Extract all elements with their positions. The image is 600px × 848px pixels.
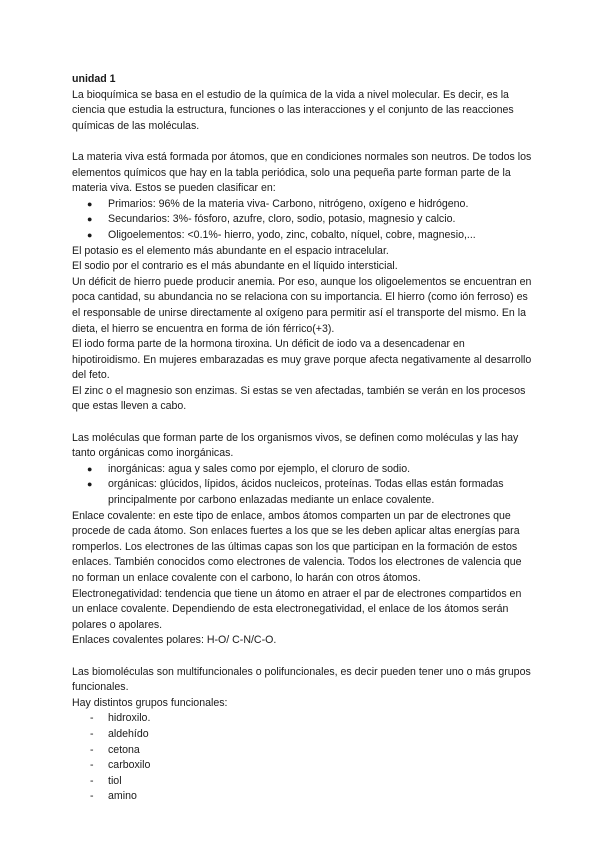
list-item-text: aldehído [108,727,149,740]
spacer [72,134,532,150]
sodio-paragraph: El sodio por el contrario es el más abundante en el líquido intersticial. [72,260,398,273]
dash-icon: - [90,774,94,787]
list-item [72,774,532,790]
molecules-list [72,462,532,509]
dash-icon: - [90,759,94,772]
materia-paragraph: La materia viva está formada por átomos, que en condiciones normales son neutros. De todos los elementos químicos que hay en la tabla periódica, solo una pequeña parte forman parte de la materia viva. Estos se pueden clasificar en: [72,150,532,195]
section-heading: unidad 1 [72,73,116,85]
list-item [72,743,532,759]
hierro-paragraph: Un déficit de hierro puede producir anemia. Por eso, aunque los oligoelementos se encuentran en poca cantidad, su abundancia no se relaciona con su importancia. El hierro (como ión ferroso) es el responsable de unirse directamente al oxígeno para permitir así el transporte del mismo. En la dieta, el hierro se encuentra en forma de ión férrico(+3). [72,275,532,335]
list-item-text: hidroxilo. [108,712,151,725]
dash-icon: - [90,790,94,803]
electronegatividad-paragraph: Electronegatividad: tendencia que tiene un átomo en atraer el par de electrones compartidos en un enlace covalente. Dependiendo de esta electronegatividad, el enlace de los átomos serán polares o apolares. [72,587,522,631]
potasio-paragraph: El potasio es el elemento más abundante en el espacio intracelular. [72,244,389,257]
list-item [72,212,532,228]
enlaces-polares-paragraph: Enlaces covalentes polares: H-O/ C-N/C-O. [72,634,277,647]
list-item [72,789,532,805]
bullet-icon: ● [87,229,93,240]
biomoleculas-paragraph: Las biomoléculas son multifuncionales o polifuncionales, es decir pueden tener uno o más grupos funcionales. [72,665,531,694]
bullet-icon: ● [87,463,93,474]
intro-paragraph: La bioquímica se basa en el estudio de la química de la vida a nivel molecular. Es decir, es la ciencia que estudia la estructura, funciones o las interacciones y el conjunto de las reacciones químicas de las moléculas. [72,88,514,132]
list-item-text: cetona [108,743,140,756]
list-item-text: tiol [108,774,122,787]
document-content [72,72,532,805]
list-item [72,711,532,727]
list-item [72,477,532,508]
list-item-text: Primarios: 96% de la materia viva- Carbono, nitrógeno, oxígeno e hidrógeno. [108,197,469,210]
list-item [72,228,532,244]
dash-icon: - [90,712,94,725]
list-item [72,758,532,774]
list-item-text: amino [108,790,137,803]
list-item [72,197,532,213]
grupos-intro: Hay distintos grupos funcionales: [72,696,228,709]
bullet-icon: ● [87,198,93,209]
bullet-icon: ● [87,479,93,490]
list-item-text: Oligoelementos: <0.1%- hierro, yodo, zinc, cobalto, níquel, cobre, magnesio,... [108,228,476,241]
dash-icon: - [90,743,94,756]
spacer [72,649,532,665]
list-item-text: Secundarios: 3%- fósforo, azufre, cloro, sodio, potasio, magnesio y calcio. [108,213,456,226]
zinc-paragraph: El zinc o el magnesio son enzimas. Si estas se ven afectadas, también se verán en los procesos que estas lleven a cabo. [72,384,526,413]
list-item [72,462,532,478]
spacer [72,415,532,431]
list-item-text: inorgánicas: agua y sales como por ejemplo, el cloruro de sodio. [108,462,411,475]
bullet-icon: ● [87,214,93,225]
list-item-text: orgánicas: glúcidos, lípidos, ácidos nucleicos, proteínas. Todas ellas están formadas principalmente por carbono enlazadas mediante un enlace covalente. [108,478,504,507]
list-item [72,727,532,743]
elements-list [72,197,532,244]
functional-groups-list [72,711,532,805]
dash-icon: - [90,727,94,740]
moleculas-paragraph: Las moléculas que forman parte de los organismos vivos, se definen como moléculas y las hay tanto orgánicas como inorgánicas. [72,431,519,460]
iodo-paragraph: El iodo forma parte de la hormona tiroxina. Un déficit de iodo va a desencadenar en hipotiroidismo. En mujeres embarazadas es muy grave porque afecta negativamente al desarrollo del feto. [72,338,532,382]
enlace-covalente-paragraph: Enlace covalente: en este tipo de enlace, ambos átomos comparten un par de electrones que procede de cada átomo. Son enlaces fuertes a los que se les deben aplicar altas energías para romperlos. Los electrones de las últimas capas son los que participan en la formación de estos enlaces. También conocidos como electrones de valencia. Todos los electrones de valencia que no forman un enlace covalente con el carbono, lo harán con otros átomos. [72,509,522,584]
list-item-text: carboxilo [108,759,151,772]
